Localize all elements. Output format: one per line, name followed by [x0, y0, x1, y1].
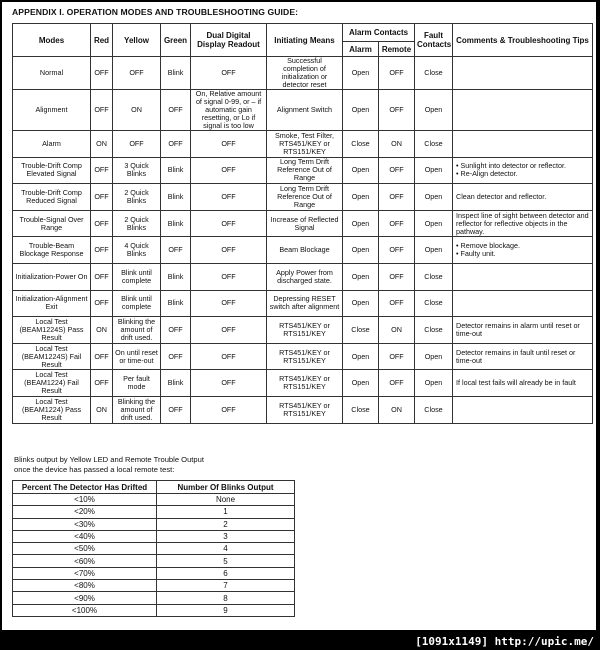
cell-comments — [453, 157, 593, 184]
cell-percent: <60% — [13, 555, 157, 567]
cell-initiating: Long Term Drift Reference Out of Range — [267, 184, 343, 211]
cell-number: None — [157, 494, 295, 506]
cell-remote: OFF — [379, 290, 415, 317]
comment-line: If local test fails will already be in fault — [456, 378, 576, 388]
table-row — [13, 157, 593, 184]
cell-fault: Open — [415, 184, 453, 211]
header-green: Green — [161, 24, 191, 57]
table-row — [13, 343, 593, 370]
cell-remote: OFF — [379, 343, 415, 370]
cell-alarm: Close — [343, 396, 379, 423]
comment-line: Inspect line of sight between detector and reflector for reflective objects in the pathway. — [456, 210, 589, 236]
cell-comments — [453, 370, 593, 397]
cell-number: 2 — [157, 518, 295, 530]
cell-yellow: OFF — [113, 131, 161, 158]
table-row — [13, 317, 593, 344]
cell-fault: Open — [415, 157, 453, 184]
cell-fault: Open — [415, 210, 453, 237]
comment-line: • Sunlight into detector or reflector. — [456, 161, 566, 171]
cell-yellow: 2 Quick Blinks — [113, 210, 161, 237]
cell-display: OFF — [191, 131, 267, 158]
cell-initiating: RTS451/KEY or RTS151/KEY — [267, 370, 343, 397]
cell-fault: Open — [415, 90, 453, 131]
cell-yellow: ON — [113, 90, 161, 131]
cell-yellow: Per fault mode — [113, 370, 161, 397]
cell-comments — [453, 210, 593, 237]
cell-percent: <30% — [13, 518, 157, 530]
header-comments: Comments & Troubleshooting Tips — [453, 24, 593, 57]
cell-initiating: RTS451/KEY or RTS151/KEY — [267, 343, 343, 370]
cell-alarm: Open — [343, 263, 379, 290]
cell-number: 7 — [157, 580, 295, 592]
cell-mode: Trouble-Beam Blockage Response — [13, 237, 91, 264]
cell-yellow: On until reset or time-out — [113, 343, 161, 370]
cell-comments — [453, 343, 593, 370]
table-row — [13, 290, 593, 317]
cell-alarm: Open — [343, 290, 379, 317]
cell-yellow: 2 Quick Blinks — [113, 184, 161, 211]
cell-initiating: Depressing RESET switch after alignment — [267, 290, 343, 317]
header-yellow: Yellow — [113, 24, 161, 57]
cell-display: OFF — [191, 396, 267, 423]
cell-number: 8 — [157, 592, 295, 604]
cell-alarm: Open — [343, 237, 379, 264]
cell-red: OFF — [91, 370, 113, 397]
cell-number: 3 — [157, 530, 295, 542]
table-row — [13, 494, 295, 506]
cell-red: OFF — [91, 343, 113, 370]
cell-yellow: Blink until complete — [113, 263, 161, 290]
table-row — [13, 131, 593, 158]
table-row — [13, 184, 593, 211]
cell-mode: Local Test (BEAM1224S) Fail Result — [13, 343, 91, 370]
table-row — [13, 580, 295, 592]
cell-remote: OFF — [379, 90, 415, 131]
cell-number: 6 — [157, 567, 295, 579]
comment-line: • Faulty unit. — [456, 249, 496, 259]
cell-red: OFF — [91, 57, 113, 90]
blinks-note-line: Blinks output by Yellow LED and Remote Trouble Output — [14, 455, 204, 464]
cell-green: Blink — [161, 370, 191, 397]
table-row — [13, 567, 295, 579]
cell-display: OFF — [191, 57, 267, 90]
cell-percent: <40% — [13, 530, 157, 542]
cell-alarm: Open — [343, 370, 379, 397]
header-remote: Remote — [379, 42, 415, 57]
operation-modes-table — [12, 23, 593, 424]
comment-line: Detector remains in fault until reset or time-out — [456, 347, 576, 365]
cell-initiating: RTS451/KEY or RTS151/KEY — [267, 396, 343, 423]
cell-green: Blink — [161, 157, 191, 184]
cell-display: OFF — [191, 263, 267, 290]
cell-fault: Close — [415, 57, 453, 90]
cell-red: ON — [91, 317, 113, 344]
cell-green: OFF — [161, 90, 191, 131]
cell-yellow: Blinking the amount of drift used. — [113, 396, 161, 423]
cell-mode: Initialization-Power On — [13, 263, 91, 290]
cell-red: OFF — [91, 90, 113, 131]
cell-comments — [453, 317, 593, 344]
cell-remote: OFF — [379, 237, 415, 264]
cell-number: 9 — [157, 604, 295, 616]
watermark: [1091x1149] http://upic.me/ — [415, 635, 594, 648]
cell-green: OFF — [161, 396, 191, 423]
cell-red: OFF — [91, 237, 113, 264]
table-row — [13, 506, 295, 518]
cell-fault: Open — [415, 237, 453, 264]
cell-green: OFF — [161, 317, 191, 344]
page-title: APPENDIX I. OPERATION MODES AND TROUBLESHOOTING GUIDE: — [12, 7, 299, 17]
cell-mode: Trouble-Drift Comp Elevated Signal — [13, 157, 91, 184]
cell-green: Blink — [161, 184, 191, 211]
header-red: Red — [91, 24, 113, 57]
table-row — [13, 543, 295, 555]
cell-remote: ON — [379, 317, 415, 344]
cell-percent: <80% — [13, 580, 157, 592]
header-alarm: Alarm — [343, 42, 379, 57]
cell-fault: Close — [415, 263, 453, 290]
cell-percent: <90% — [13, 592, 157, 604]
cell-alarm: Close — [343, 317, 379, 344]
cell-mode: Local Test (BEAM1224) Fail Result — [13, 370, 91, 397]
table-row — [13, 555, 295, 567]
cell-display: OFF — [191, 210, 267, 237]
cell-red: ON — [91, 131, 113, 158]
table-row — [13, 210, 593, 237]
cell-green: Blink — [161, 57, 191, 90]
cell-fault: Close — [415, 131, 453, 158]
blinks-note — [14, 455, 204, 475]
cell-alarm: Open — [343, 157, 379, 184]
cell-green: OFF — [161, 343, 191, 370]
cell-comments — [453, 263, 593, 290]
cell-percent: <100% — [13, 604, 157, 616]
table-row — [13, 604, 295, 616]
table-row — [13, 263, 593, 290]
cell-display: OFF — [191, 237, 267, 264]
cell-mode: Trouble-Drift Comp Reduced Signal — [13, 184, 91, 211]
cell-yellow: Blinking the amount of drift used. — [113, 317, 161, 344]
table-row — [13, 370, 593, 397]
cell-percent: <10% — [13, 494, 157, 506]
cell-fault: Open — [415, 343, 453, 370]
comment-line: Detector remains in alarm until reset or time-out — [456, 320, 580, 338]
cell-alarm: Open — [343, 57, 379, 90]
cell-comments — [453, 237, 593, 264]
cell-mode: Trouble-Signal Over Range — [13, 210, 91, 237]
cell-display: OFF — [191, 370, 267, 397]
cell-mode: Normal — [13, 57, 91, 90]
cell-yellow: 3 Quick Blinks — [113, 157, 161, 184]
cell-display: OFF — [191, 343, 267, 370]
cell-comments — [453, 131, 593, 158]
cell-remote: OFF — [379, 57, 415, 90]
cell-comments — [453, 396, 593, 423]
cell-initiating: Alignment Switch — [267, 90, 343, 131]
cell-green: Blink — [161, 290, 191, 317]
cell-initiating: Beam Blockage — [267, 237, 343, 264]
cell-alarm: Open — [343, 343, 379, 370]
cell-percent: <70% — [13, 567, 157, 579]
cell-green: Blink — [161, 210, 191, 237]
cell-remote: OFF — [379, 184, 415, 211]
cell-display: OFF — [191, 184, 267, 211]
cell-alarm: Open — [343, 90, 379, 131]
header-fault: Fault Contacts — [415, 24, 453, 57]
cell-remote: OFF — [379, 157, 415, 184]
cell-display: OFF — [191, 290, 267, 317]
cell-fault: Open — [415, 370, 453, 397]
blinks-table — [12, 480, 295, 617]
comment-line: Clean detector and reflector. — [456, 191, 547, 201]
header-alarm-contacts: Alarm Contacts — [343, 24, 415, 42]
table-row — [13, 530, 295, 542]
cell-initiating: Increase of Reflected Signal — [267, 210, 343, 237]
cell-red: OFF — [91, 210, 113, 237]
cell-remote: OFF — [379, 210, 415, 237]
cell-red: ON — [91, 396, 113, 423]
blinks-note-line: once the device has passed a local remote test: — [14, 465, 175, 474]
cell-comments — [453, 90, 593, 131]
header-display: Dual Digital Display Readout — [191, 24, 267, 57]
cell-yellow: OFF — [113, 57, 161, 90]
header-initiating: Initiating Means — [267, 24, 343, 57]
cell-mode: Local Test (BEAM1224) Pass Result — [13, 396, 91, 423]
table-row — [13, 518, 295, 530]
document-page — [2, 2, 596, 630]
cell-mode: Alarm — [13, 131, 91, 158]
cell-initiating: RTS451/KEY or RTS151/KEY — [267, 317, 343, 344]
cell-comments — [453, 57, 593, 90]
cell-number: 5 — [157, 555, 295, 567]
table-row — [13, 90, 593, 131]
cell-display: OFF — [191, 317, 267, 344]
table-row — [13, 592, 295, 604]
cell-fault: Close — [415, 396, 453, 423]
cell-red: OFF — [91, 290, 113, 317]
cell-display: On, Relative amount of signal 0-99, or – if automatic gain resetting, or Lo if signal is too low — [191, 90, 267, 131]
header-percent-drifted: Percent The Detector Has Drifted — [13, 481, 157, 494]
cell-display: OFF — [191, 157, 267, 184]
table-row — [13, 57, 593, 90]
cell-red: OFF — [91, 184, 113, 211]
cell-remote: OFF — [379, 263, 415, 290]
cell-initiating: Long Term Drift Reference Out of Range — [267, 157, 343, 184]
cell-green: Blink — [161, 263, 191, 290]
cell-number: 4 — [157, 543, 295, 555]
cell-yellow: 4 Quick Blinks — [113, 237, 161, 264]
cell-yellow: Blink until complete — [113, 290, 161, 317]
header-modes: Modes — [13, 24, 91, 57]
cell-mode: Alignment — [13, 90, 91, 131]
cell-red: OFF — [91, 157, 113, 184]
comment-line: • Remove blockage. — [456, 241, 521, 251]
table-row — [13, 396, 593, 423]
cell-comments — [453, 184, 593, 211]
cell-mode: Initialization-Alignment Exit — [13, 290, 91, 317]
header-number-blinks: Number Of Blinks Output — [157, 481, 295, 494]
cell-remote: ON — [379, 131, 415, 158]
cell-green: OFF — [161, 237, 191, 264]
cell-number: 1 — [157, 506, 295, 518]
cell-mode: Local Test (BEAM1224S) Pass Result — [13, 317, 91, 344]
cell-alarm: Close — [343, 131, 379, 158]
cell-fault: Close — [415, 290, 453, 317]
cell-remote: OFF — [379, 370, 415, 397]
cell-remote: ON — [379, 396, 415, 423]
cell-initiating: Apply Power from discharged state. — [267, 263, 343, 290]
cell-initiating: Smoke, Test Filter, RTS451/KEY or RTS151/KEY — [267, 131, 343, 158]
cell-green: OFF — [161, 131, 191, 158]
cell-alarm: Open — [343, 184, 379, 211]
cell-initiating: Successful completion of initialization or detector reset — [267, 57, 343, 90]
table-row — [13, 237, 593, 264]
cell-fault: Close — [415, 317, 453, 344]
cell-red: OFF — [91, 263, 113, 290]
cell-percent: <20% — [13, 506, 157, 518]
cell-percent: <50% — [13, 543, 157, 555]
cell-comments — [453, 290, 593, 317]
comment-line: • Re-Align detector. — [456, 169, 518, 179]
cell-alarm: Open — [343, 210, 379, 237]
